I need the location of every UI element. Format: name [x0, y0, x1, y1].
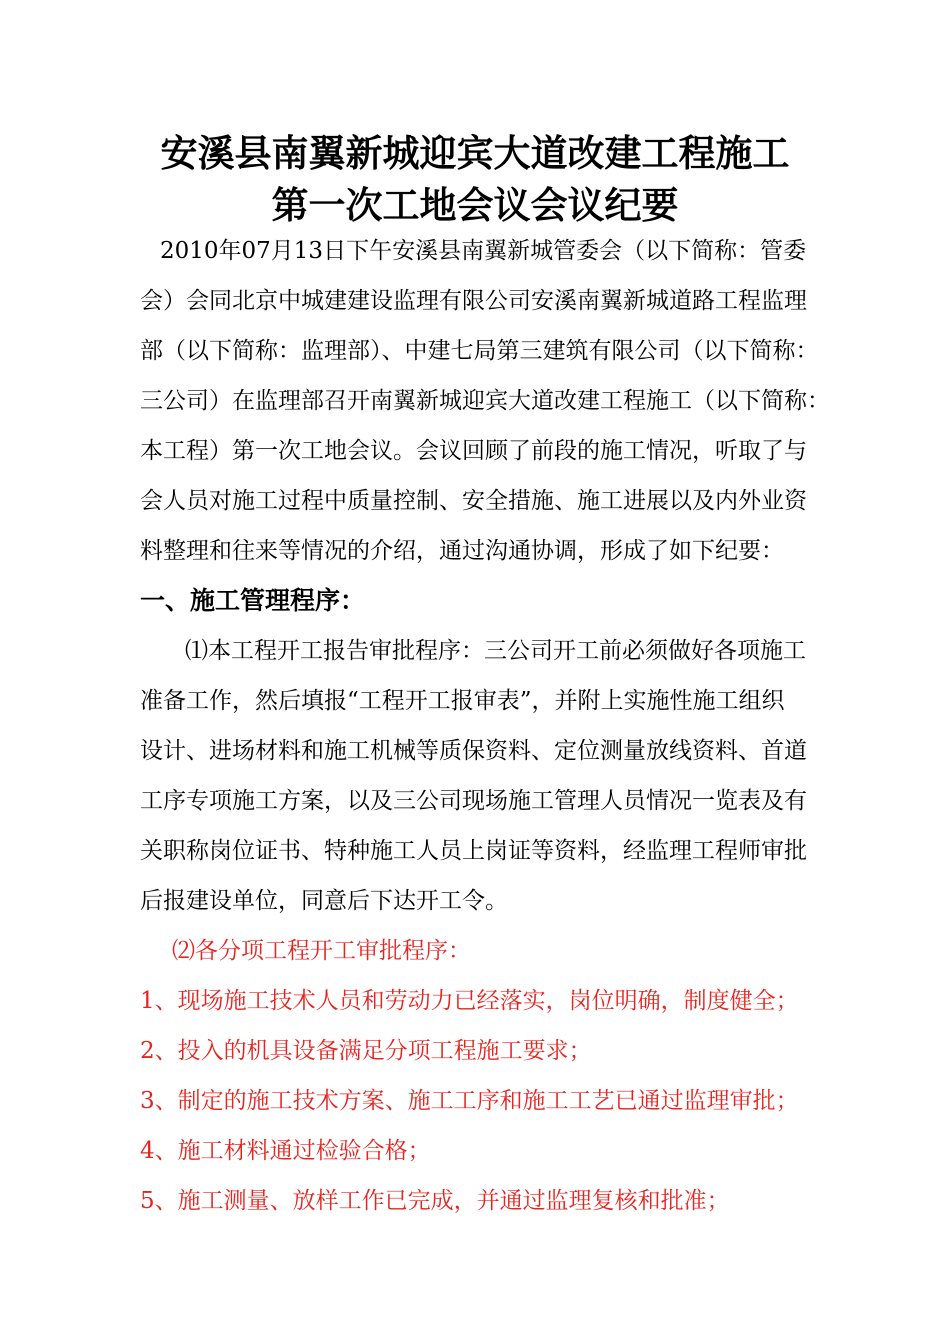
item1-line: ⑴本工程开工报告审批程序：三公司开工前必须做好各项施工	[185, 638, 806, 664]
item2-list-item: 2、投入的机具设备满足分项工程施工要求；	[140, 1038, 592, 1064]
intro-line: 会人员对施工过程中质量控制、安全措施、施工进展以及内外业资	[140, 488, 807, 514]
item1-line: 工序专项施工方案，以及三公司现场施工管理人员情况一览表及有	[140, 788, 807, 814]
intro-line: 部（以下简称：监理部）、中建七局第三建筑有限公司（以下简称：	[140, 338, 819, 364]
item1-line: 后报建设单位，同意后下达开工令。	[140, 888, 508, 914]
section-heading: 一、施工管理程序：	[140, 586, 366, 615]
document-title-line-2: 第一次工地会议会议纪要	[271, 184, 679, 227]
item1-line: 关职称岗位证书、特种施工人员上岗证等资料，经监理工程师审批	[140, 838, 807, 864]
item1-line: 准备工作，然后填报“工程开工报审表”，并附上实施性施工组织	[140, 688, 785, 714]
item2-heading: ⑵各分项工程开工审批程序：	[172, 938, 471, 964]
item2-list-item: 3、制定的施工技术方案、施工工序和施工工艺已通过监理审批；	[140, 1088, 799, 1114]
intro-line: 三公司）在监理部召开南翼新城迎宾大道改建工程施工（以下简称：	[140, 388, 830, 414]
item2-list-item: 4、施工材料通过检验合格；	[140, 1138, 431, 1164]
item2-list-item: 5、施工测量、放样工作已完成，并通过监理复核和批准；	[140, 1188, 730, 1214]
intro-line: 2010年07月13日下午安溪县南翼新城管委会（以下简称：管委	[160, 238, 807, 264]
intro-line: 会）会同北京中城建建设监理有限公司安溪南翼新城道路工程监理	[140, 288, 807, 314]
intro-line: 料整理和往来等情况的介绍，通过沟通协调，形成了如下纪要：	[140, 538, 784, 564]
document-title-line-1: 安溪县南翼新城迎宾大道改建工程施工	[160, 132, 790, 175]
item2-list-item: 1、现场施工技术人员和劳动力已经落实，岗位明确，制度健全；	[140, 988, 799, 1014]
intro-line: 本工程）第一次工地会议。会议回顾了前段的施工情况，听取了与	[140, 438, 807, 464]
item1-line: 设计、进场材料和施工机械等质保资料、定位测量放线资料、首道	[140, 738, 807, 764]
